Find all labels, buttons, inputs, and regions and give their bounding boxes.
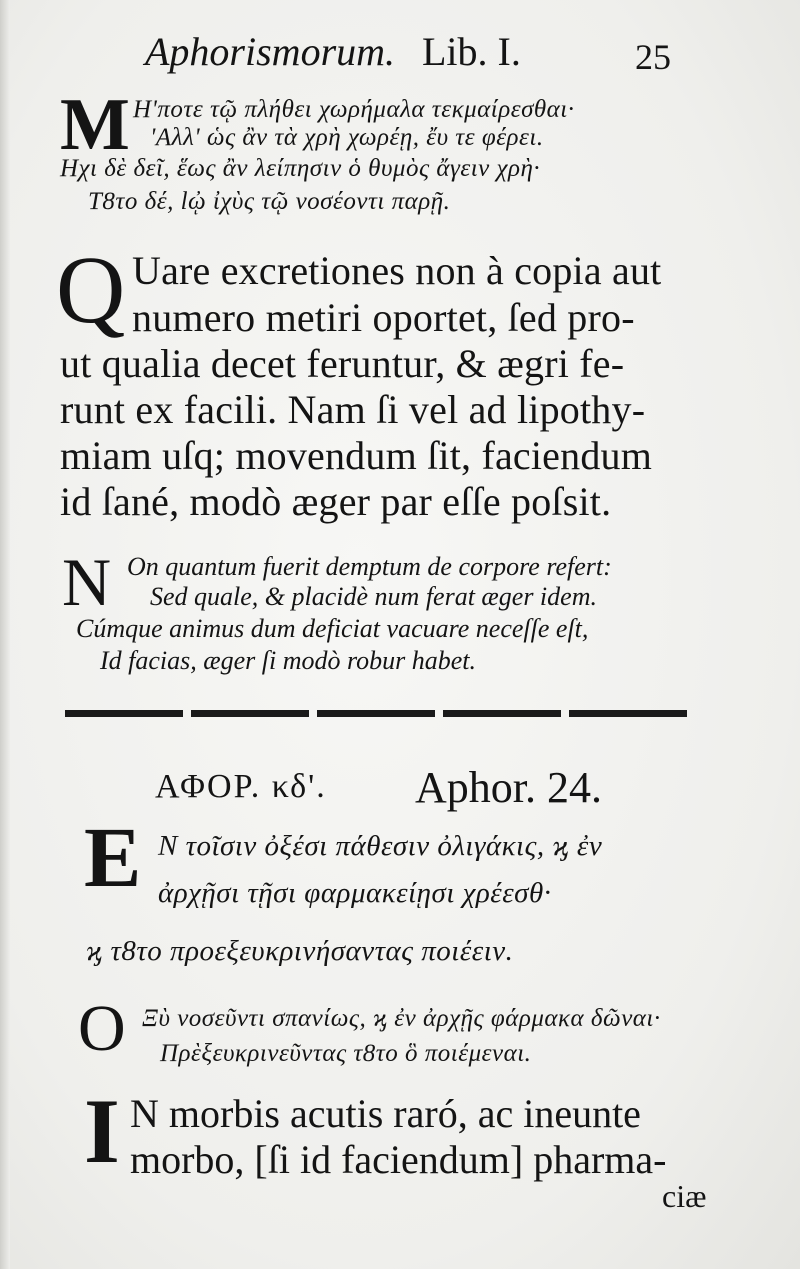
running-title: Aphorismorum. <box>145 29 396 74</box>
dropcap-q: Q <box>56 236 126 343</box>
greek-verse-1-line-2: 'Αλλ' ὡς ἂν τὰ χρὴ χωρέῃ, ἔυ τε φέρει. <box>150 124 544 151</box>
latin-prose-1-line-5: miam uſq; movendum ſit, faciendum <box>60 433 653 478</box>
dropcap-n: N <box>62 544 112 620</box>
greek-verse-2-line-2: Πρὲξευκρινεῦντας τ8το ὃ ποιέμεναι. <box>160 1040 532 1067</box>
latin-prose-1-line-6: id ſané, modò æger par eſſe poſsit. <box>60 479 612 524</box>
aphorism-heading-latin: Aphor. 24. <box>415 763 602 812</box>
book-number: Lib. I. <box>422 29 521 74</box>
latin-verse-1-line-4: Id facias, æger ſi modò robur habet. <box>100 646 477 675</box>
latin-prose-1-line-2: numero metiri oportet, ſed pro- <box>132 295 635 340</box>
dropcap-o: O <box>78 992 126 1065</box>
page-gutter-shadow <box>0 0 10 1269</box>
latin-prose-2-line-1: N morbis acutis raró, ac ineunte <box>130 1091 641 1136</box>
latin-verse-1-line-3: Cúmque animus dum deficiat vacuare neceſſe eſt, <box>76 614 589 643</box>
greek-verse-1-line-3: Ηχι δὲ δεῖ, ἕως ἂν λείπησιν ὁ θυμὸς ἄγειν χρὴ· <box>60 155 541 182</box>
latin-verse-1-line-2: Sed quale, & placidè num ferat æger idem. <box>150 582 597 611</box>
latin-prose-1-line-1: Uare excretiones non à copia aut <box>132 248 662 293</box>
aphorism-heading-greek: ΑΦΟΡ. κδ'. <box>155 768 327 805</box>
greek-prose-2-line-3: ϗ τ8το προεξευκρινήσαντας ποιέειν. <box>86 935 514 967</box>
dropcap-e: E <box>84 809 142 905</box>
dropcap-m: M <box>60 84 130 166</box>
greek-verse-2-line-1: Ξὺ νοσεῦντι σπανίως, ϗ ἐν ἀρχῇς φάρμακα δῶναι· <box>142 1005 661 1032</box>
latin-prose-1-line-4: runt ex facili. Nam ſi vel ad lipothy- <box>60 387 646 432</box>
latin-verse-1-line-1: On quantum fuerit demptum de corpore refert: <box>127 552 612 581</box>
greek-prose-2-line-2: ἀρχῇσι τῇσι φαρμακείῃσι χρέεσθ· <box>158 877 552 909</box>
page-number: 25 <box>635 37 671 77</box>
dropcap-i: I <box>84 1080 120 1182</box>
greek-prose-2-line-1: Ν τοῖσιν ὀξέσι πάθεσιν ὀλιγάκις, ϗ ἐν <box>158 830 603 862</box>
catchword: ciæ <box>662 1178 707 1214</box>
greek-verse-1-line-1: Η'ποτε τῷ πλήθει χωρήμαλα τεκμαίρεσθαι· <box>133 96 575 123</box>
latin-prose-1-line-3: ut qualia decet feruntur, & ægri fe- <box>60 341 625 386</box>
latin-prose-2-line-2: morbo, [ſi id faciendum] pharma- <box>130 1137 667 1182</box>
section-divider-rule <box>65 710 690 717</box>
greek-verse-1-line-4: Τ8το δέ, lᾠ ἰχὺς τῷ νοσέοντι παρῇ. <box>88 188 451 215</box>
